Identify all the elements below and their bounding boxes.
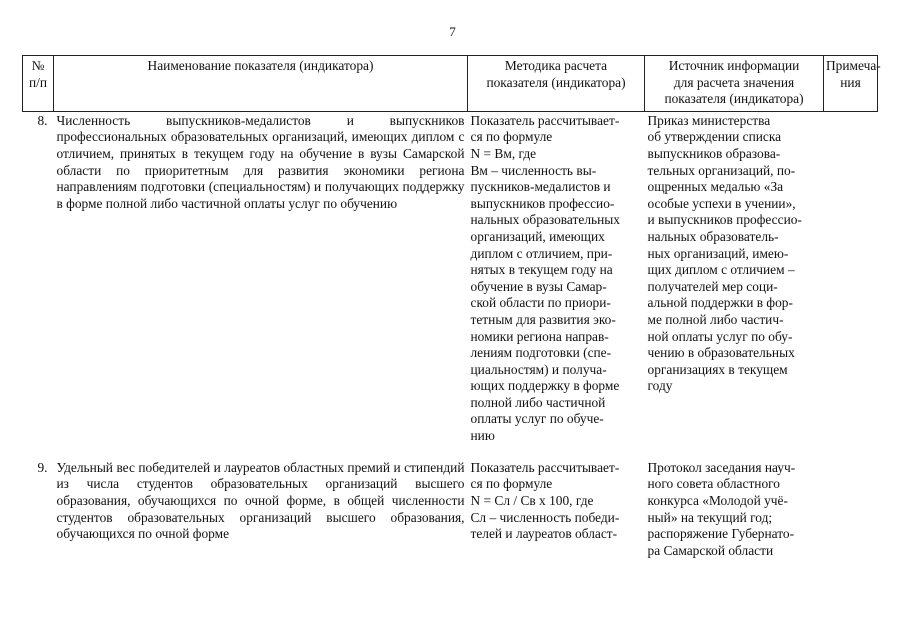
notes-cell bbox=[824, 458, 878, 560]
header-information-source: Источник информации для расчета значения показателя (индикатора) bbox=[645, 56, 824, 112]
table-header-row bbox=[23, 56, 878, 112]
indicator-name: Численность выпускников-медалистов и выпускников профессиональных образовательных организаций, имеющих диплом с отличием, принятых в текущем году на обучение в вузы Самарской области по приоритетным для развития экономики региона направлениям подготовки (специальностям) и получающих поддержку в форме полной либо частичной оплаты услуг по обучению bbox=[56, 112, 465, 211]
header-indicator-name: Наименование показателя (индикатора) bbox=[54, 56, 468, 112]
page-number: 7 bbox=[449, 24, 456, 39]
indicator-table bbox=[22, 55, 881, 559]
row-number: 9. bbox=[37, 459, 48, 475]
information-source: Протокол заседания науч- ного совета областного конкурса «Молодой учё- ный» на текущий год; распоряжение Губернато- ра Самарской области bbox=[647, 459, 796, 558]
calculation-method: Показатель рассчитывает- ся по формуле N = Bм, где Bм – численность вы- пускников-медалистов и выпускников профессио- нальных образовательных организаций, имеющих диплом с отличием, при- нятых в текущем году на обучение в вузы Самар- ской области по приори- тетным для развития эко- номики региона направ- лениям подготовки (спе- циальностям) и получа- ющих поддержку в форме полной либо частичной оплаты услуг по обуче- нию bbox=[470, 112, 620, 444]
calculation-method: Показатель рассчитывает- ся по формуле N = Cл / Cв x 100, где Cл – численность победи- телей и лауреатов област- bbox=[470, 459, 620, 542]
table-row bbox=[23, 458, 878, 560]
table-row bbox=[23, 111, 878, 458]
row-number: 8. bbox=[37, 112, 48, 128]
header-notes: Примеча- ния bbox=[824, 56, 878, 112]
header-calculation-method: Методика расчета показателя (индикатора) bbox=[468, 56, 645, 112]
indicator-table-container bbox=[22, 55, 881, 559]
header-number: № п/п bbox=[23, 56, 54, 112]
indicator-name: Удельный вес победителей и лауреатов областных премий и стипендий из числа студентов образовательных организаций высшего образования, обучающихся по очной форме, в общей численности студентов образовательных организаций высшего образования, обучающихся по очной форме bbox=[56, 459, 465, 542]
notes-cell bbox=[824, 111, 878, 458]
information-source: Приказ министерства об утверждении списка выпускников образова- тельных организаций, по- ощренных медалью «За особые успехи в учении», и выпускников профессио- нальных образователь- ных организаций, имею- щих диплом с отличием – получателей мер соци- альной поддержки в фор- ме полной либо частич- ной оплаты услуг по обу- чению в образовательных организациях в текущем году bbox=[647, 112, 802, 394]
